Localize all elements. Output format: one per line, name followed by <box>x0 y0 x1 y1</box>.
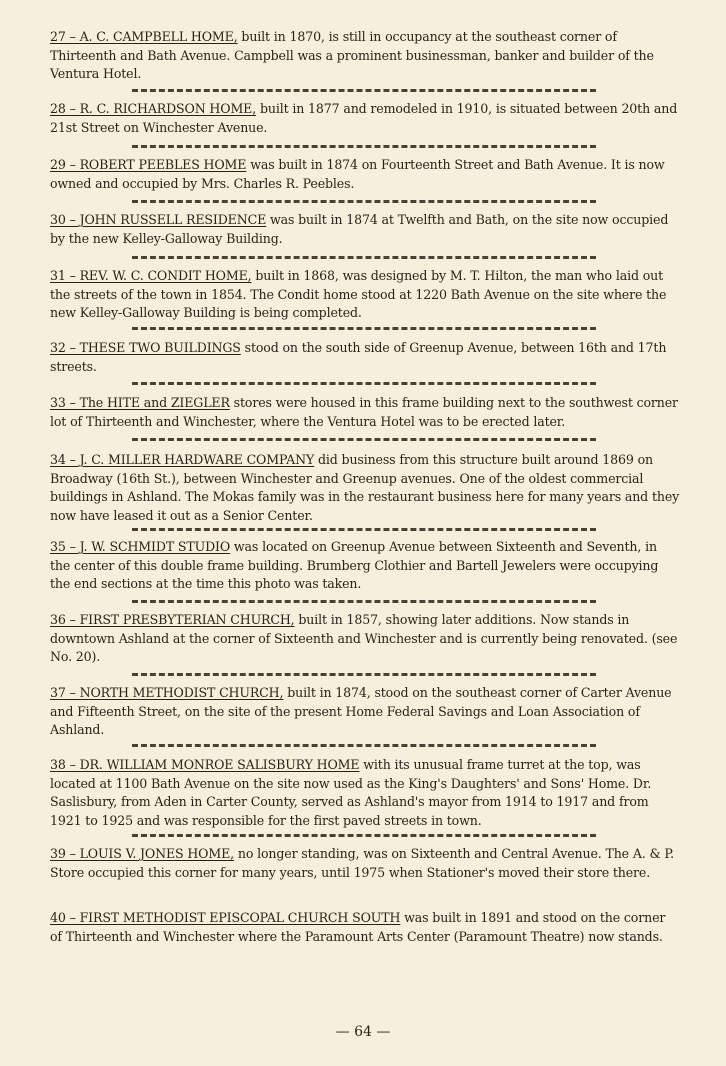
entry-text: built in 1877 and remodeled in 1910, is situated between 20th and 21st Street on Winchester Avenue. <box>50 101 678 135</box>
entry-heading: 30 – JOHN RUSSELL RESIDENCE <box>50 212 267 227</box>
separator <box>132 327 596 330</box>
entry-text: with its unusual frame turret at the top, was located at 1100 Bath Avenue on the site now used as the King's Daughters' and Sons' Home. Dr. Saslisbury, from Aden in Carter County, served as Ashland's mayor from 1914 to 1917 and from 1921 to 1925 and was responsible for the first paved streets in town. <box>50 757 652 828</box>
entry-36 <box>50 611 680 667</box>
separator <box>132 89 596 92</box>
entry-33 <box>50 394 680 431</box>
entry-heading: 33 – The HITE and ZIEGLER <box>50 395 230 410</box>
entry-heading: 39 – LOUIS V. JONES HOME, <box>50 846 234 861</box>
entry-text: did business from this structure built around 1869 on Broadway (16th St.), between Winchester and Greenup avenues. One of the oldest commercial buildings in Ashland. The Mokas family was in the restaurant business here for many years and they now have leased it out as a Senior Center. <box>50 452 680 523</box>
separator <box>132 600 596 603</box>
separator <box>132 528 596 531</box>
entry-heading: 37 – NORTH METHODIST CHURCH, <box>50 685 284 700</box>
entry-text: was built in 1891 and stood on the corner of Thirteenth and Winchester where the Paramount Arts Center (Paramount Theatre) now stands. <box>50 910 666 944</box>
separator <box>132 382 596 385</box>
entry-heading: 29 – ROBERT PEEBLES HOME <box>50 157 247 172</box>
separator <box>132 145 596 148</box>
entry-heading: 28 – R. C. RICHARDSON HOME, <box>50 101 257 116</box>
separator <box>132 834 596 837</box>
entry-32 <box>50 339 680 376</box>
entry-heading: 32 – THESE TWO BUILDINGS <box>50 340 241 355</box>
entry-heading: 40 – FIRST METHODIST EPISCOPAL CHURCH SOUTH <box>50 910 401 925</box>
entry-text: stood on the south side of Greenup Avenue, between 16th and 17th streets. <box>50 340 667 374</box>
entry-text: built in 1868, was designed by M. T. Hilton, the man who laid out the streets of the town in 1854. The Condit home stood at 1220 Bath Avenue on the site where the new Kelley-Galloway Building is being completed. <box>50 268 667 320</box>
entry-28 <box>50 100 680 137</box>
entry-text: built in 1857, showing later additions. Now stands in downtown Ashland at the corner of Sixteenth and Winchester and is currently being renovated. (see No. 20). <box>50 612 678 664</box>
entry-34 <box>50 451 680 525</box>
entry-text: was built in 1874 on Fourteenth Street and Bath Avenue. It is now owned and occupied by Mrs. Charles R. Peebles. <box>50 157 665 191</box>
entry-heading: 38 – DR. WILLIAM MONROE SALISBURY HOME <box>50 757 360 772</box>
separator <box>132 256 596 259</box>
entry-30 <box>50 211 680 248</box>
separator <box>132 438 596 441</box>
entry-text: stores were housed in this frame building next to the southwest corner lot of Thirteenth and Winchester, where the Ventura Hotel was to be erected later. <box>50 395 678 429</box>
entry-heading: 31 – REV. W. C. CONDIT HOME, <box>50 268 252 283</box>
entry-40 <box>50 909 680 946</box>
entry-heading: 35 – J. W. SCHMIDT STUDIO <box>50 539 231 554</box>
entry-29 <box>50 156 680 193</box>
entry-text: built in 1874, stood on the southeast corner of Carter Avenue and Fifteenth Street, on the site of the present Home Federal Savings and Loan Association of Ashland. <box>50 685 672 737</box>
entry-text: no longer standing, was on Sixteenth and Central Avenue. The A. & P. Store occupied this corner for many years, until 1975 when Stationer's moved their store there. <box>50 846 675 880</box>
entry-heading: 36 – FIRST PRESBYTERIAN CHURCH, <box>50 612 295 627</box>
entry-35 <box>50 538 680 594</box>
entry-heading: 34 – J. C. MILLER HARDWARE COMPANY <box>50 452 315 467</box>
entry-37 <box>50 684 680 740</box>
entry-text: was built in 1874 at Twelfth and Bath, on the site now occupied by the new Kelley-Galloway Building. <box>50 212 669 246</box>
separator <box>132 744 596 747</box>
entry-text: was located on Greenup Avenue between Sixteenth and Seventh, in the center of this double frame building. Brumberg Clothier and Bartell Jewelers were occupying the end sections at the time this photo was taken. <box>50 539 659 591</box>
page-number: — 64 — <box>335 1024 391 1040</box>
entry-39 <box>50 845 680 882</box>
separator <box>132 200 596 203</box>
entry-27 <box>50 28 680 84</box>
separator <box>132 673 596 676</box>
entry-text: built in 1870, is still in occupancy at the southeast corner of Thirteenth and Bath Avenue. Campbell was a prominent businessman, banker and builder of the Ventura Hotel. <box>50 29 654 81</box>
entry-heading: 27 – A. C. CAMPBELL HOME, <box>50 29 238 44</box>
entry-31 <box>50 267 680 323</box>
entry-38 <box>50 756 680 830</box>
